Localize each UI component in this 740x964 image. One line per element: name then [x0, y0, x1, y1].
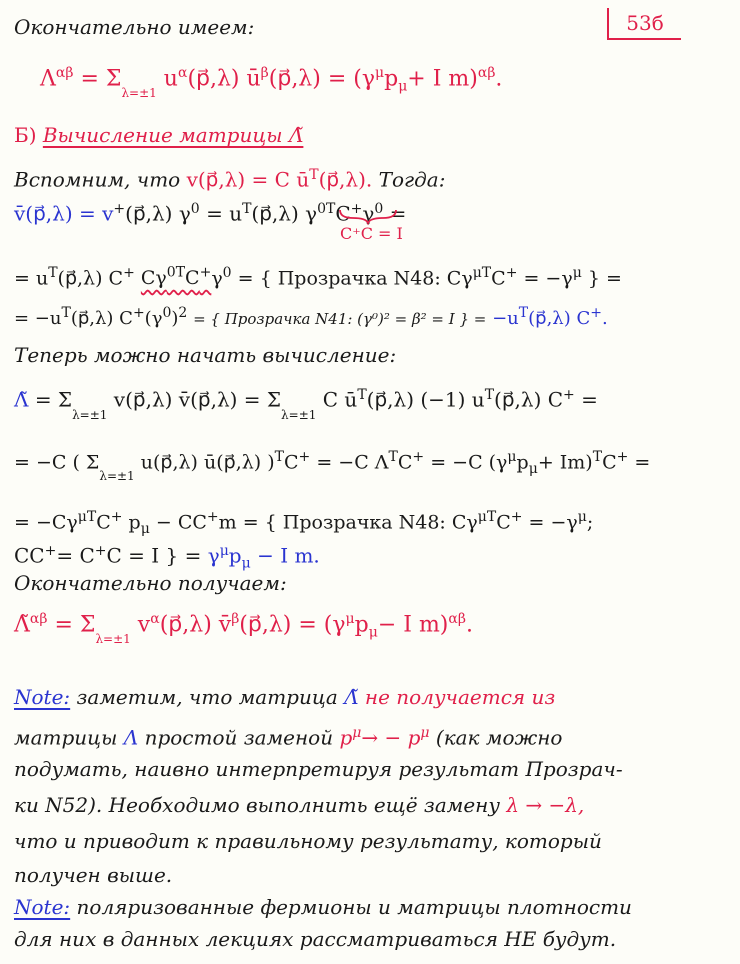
formula: + Im) [537, 451, 593, 474]
text: C⁺C = I [340, 224, 403, 243]
brace-annotation [340, 222, 460, 246]
formula: p [354, 612, 369, 638]
sup: T [48, 265, 58, 281]
sup: μ [577, 509, 587, 525]
formula: C [602, 451, 617, 474]
section-title: Вычисление матрицы Λ̃ [42, 123, 304, 147]
sup: T [388, 449, 398, 465]
sup: 0T [317, 201, 336, 217]
sym: u [163, 66, 178, 92]
sup: μT [477, 509, 497, 525]
note-label: Note: [14, 685, 71, 709]
sup: αβ [477, 65, 496, 81]
line-begin-calc [14, 338, 714, 372]
formula: Λ̃ [14, 612, 30, 638]
sup: αβ [29, 611, 48, 627]
formula-lambda-tilde-sum [14, 378, 714, 422]
formula-step-2 [14, 296, 714, 330]
formula: C [96, 511, 111, 534]
text: (как можно [435, 725, 563, 750]
page-number-text: 53б [626, 11, 664, 35]
text: ки N52). Необходимо выполнить ещё замену [14, 793, 500, 817]
note-line-3 [14, 752, 714, 786]
wavy-underlined [141, 267, 211, 289]
formula: = −u [14, 308, 62, 329]
note-line-1 [14, 680, 714, 714]
text: Тогда: [378, 167, 446, 192]
sup: μ [507, 449, 517, 465]
text: Окончательно имеем: [14, 15, 255, 39]
formula: (p⃗,λ) [251, 201, 299, 226]
formula: (γ [144, 308, 163, 329]
text: поляризованные фермионы и матрицы плотности [76, 895, 632, 919]
text: заметим, что матрица [76, 685, 338, 709]
sup: + [206, 509, 219, 525]
formula: ; [586, 511, 594, 534]
note-label: Note: [14, 895, 71, 919]
text: что и приводит к правильному результату, который [14, 829, 602, 853]
formula: (p⃗,λ) C [57, 267, 124, 290]
formula: = u [14, 267, 49, 290]
sup: μ [420, 725, 430, 741]
text: Вспомним, что [14, 167, 181, 192]
text: Теперь можно начать вычисление: [14, 343, 397, 367]
note-line-6 [14, 858, 714, 892]
sup: μ [374, 65, 385, 81]
note2-line-2 [14, 922, 714, 956]
sym: Λ [40, 66, 56, 92]
note2-line-1 [14, 890, 714, 924]
formula: v̄(p⃗,λ) = v [14, 201, 114, 226]
formula: u(p⃗,λ) ū(p⃗,λ) ) [140, 451, 275, 474]
formula: (p⃗,λ). [318, 167, 373, 192]
sup: + [113, 201, 126, 217]
sub: μ [368, 624, 378, 641]
text: не получается из [364, 685, 556, 709]
line-recall [14, 158, 714, 192]
formula: = C [56, 543, 95, 568]
sup: + [110, 509, 123, 525]
sub: μ [528, 461, 538, 478]
sup: + [590, 305, 602, 321]
sup: T [242, 201, 252, 217]
formula: γ [305, 201, 318, 226]
sup: + [44, 543, 57, 559]
formula-step-3 [14, 440, 714, 484]
formula: Cγ [140, 267, 167, 290]
sup: 0 [222, 265, 232, 281]
formula: v [137, 612, 151, 638]
formula: = −C ( Σ [14, 451, 100, 474]
sub: λ=±1 [72, 407, 108, 422]
sup: 2 [178, 305, 188, 321]
text: простой заменой [144, 725, 334, 750]
formula: (p⃗,λ) (−1) u [366, 387, 485, 412]
formula: Λ [123, 725, 139, 750]
formula: (p⃗,λ) = (γ [239, 612, 346, 638]
formula: = Σ [54, 612, 96, 638]
formula-step-4 [14, 500, 714, 538]
formula: = { Прозрачка N48: Cγ [237, 267, 473, 290]
formula: C [397, 451, 413, 474]
sym: p [384, 66, 399, 92]
sub: μ [398, 78, 408, 95]
note-line-4 [14, 788, 714, 822]
formula: (p⃗,λ) C [528, 308, 591, 329]
sup: + [616, 449, 629, 465]
sup: αβ [55, 65, 74, 81]
sup: μ [572, 265, 582, 281]
text: подумать, наивно интерпретируя результат Прозрач- [14, 757, 623, 781]
formula: p [516, 451, 529, 474]
sup: α [177, 65, 188, 81]
sup: T [274, 449, 284, 465]
sup: T [357, 387, 367, 403]
formula: Λ̃ [344, 685, 359, 709]
formula: = −Cγ [14, 511, 78, 534]
sup: T [592, 449, 603, 465]
line-final-obtain [14, 566, 714, 600]
formula: = u [206, 201, 243, 226]
sym: = Σ [80, 66, 122, 92]
sub: μ [241, 555, 251, 572]
formula: = −C Λ [316, 451, 389, 474]
section-heading-b [14, 118, 714, 152]
sup: β [260, 65, 269, 81]
formula: γ [207, 543, 220, 568]
sup: + [94, 543, 107, 559]
formula: ) [171, 308, 179, 329]
formula: = { Прозрачка N41: (γ⁰)² = β² = I } = [193, 310, 487, 328]
sup: + [510, 509, 523, 525]
text: матрицы [14, 725, 118, 750]
sup: μ [219, 543, 229, 559]
note-line-2 [14, 716, 714, 750]
sup: T [518, 305, 529, 321]
formula: C [496, 511, 511, 534]
formula: = [634, 451, 651, 474]
formula: = −γ [523, 267, 573, 290]
formula: γ [211, 267, 223, 290]
formula-step-5 [14, 534, 714, 572]
sup: + [350, 201, 363, 217]
formula: C [185, 267, 200, 290]
formula: = [389, 201, 407, 226]
sup: μ [345, 611, 355, 627]
sup: T [61, 305, 71, 321]
formula: − I m) [377, 612, 449, 638]
sym: . [495, 66, 503, 92]
sup: + [563, 387, 575, 403]
line-final-result-intro [14, 10, 714, 44]
sup: μT [77, 509, 97, 525]
sub: μ [140, 521, 150, 538]
sub: λ=±1 [121, 86, 157, 101]
formula: C [335, 201, 351, 226]
sup: + [505, 265, 518, 281]
formula: p [128, 511, 141, 534]
text: для них в данных лекциях рассматриваться НЕ будут. [14, 927, 617, 951]
formula: = −C (γ [430, 451, 508, 474]
formula: C = I } = [106, 543, 202, 568]
sup: β [231, 611, 240, 627]
formula: C [284, 451, 299, 474]
sup: + [298, 449, 311, 465]
sup: μT [472, 265, 492, 281]
formula: (p⃗,λ) γ [125, 201, 191, 226]
sup: + [412, 449, 425, 465]
formula-step-1 [14, 256, 714, 290]
formula: C ū [322, 387, 358, 412]
sup: T [484, 387, 495, 403]
sup: + [199, 265, 212, 281]
sup: μ [352, 725, 362, 741]
formula: . [601, 308, 608, 329]
text: Окончательно получаем: [14, 571, 287, 595]
formula: CC [14, 543, 45, 568]
formula: p [339, 725, 353, 750]
sup: 0 [190, 201, 200, 217]
formula: Λ̃ [14, 387, 29, 412]
sup: + [132, 305, 145, 321]
sup: T [309, 167, 319, 183]
sup: α [150, 611, 160, 627]
formula: (p⃗,λ) C [70, 308, 133, 329]
formula: −u [492, 308, 519, 329]
sup: + [123, 265, 135, 281]
formula: γ [362, 201, 375, 226]
sym: + I m) [407, 66, 478, 92]
formula: C [491, 267, 506, 290]
formula: . [465, 612, 473, 638]
formula: → − p [361, 725, 421, 750]
formula: − CC [155, 511, 207, 534]
formula: (p⃗,λ) C [494, 387, 564, 412]
formula: p [228, 543, 242, 568]
formula: λ → −λ, [506, 793, 585, 817]
note-line-5 [14, 824, 714, 858]
sup: 0 [162, 305, 172, 321]
formula: = [581, 387, 598, 412]
sub: λ=±1 [281, 407, 317, 422]
formula: v(p⃗,λ) = C ū [186, 167, 310, 192]
sup: 0T [166, 265, 186, 281]
section-label: Б) [14, 123, 37, 147]
formula: = −γ [528, 511, 578, 534]
sub: λ=±1 [95, 632, 131, 647]
formula: } = [587, 267, 622, 290]
sym: (p⃗,λ) = (γ [268, 66, 375, 92]
sup: 0 [374, 201, 384, 217]
formula-lambda-tilde-final [14, 602, 714, 650]
formula: = Σ [34, 387, 73, 412]
sub: λ=±1 [99, 469, 135, 484]
formula: = Σ [243, 387, 282, 412]
formula: v(p⃗,λ) v̄(p⃗,λ) [113, 387, 238, 412]
formula: m = { Прозрачка N48: Cγ [218, 511, 478, 534]
sup: αβ [448, 611, 466, 627]
formula: (p⃗,λ) v̄ [159, 612, 232, 638]
text: получен выше. [14, 863, 173, 887]
sym: (p⃗,λ) ū [187, 66, 261, 92]
formula: − I m. [257, 543, 320, 568]
